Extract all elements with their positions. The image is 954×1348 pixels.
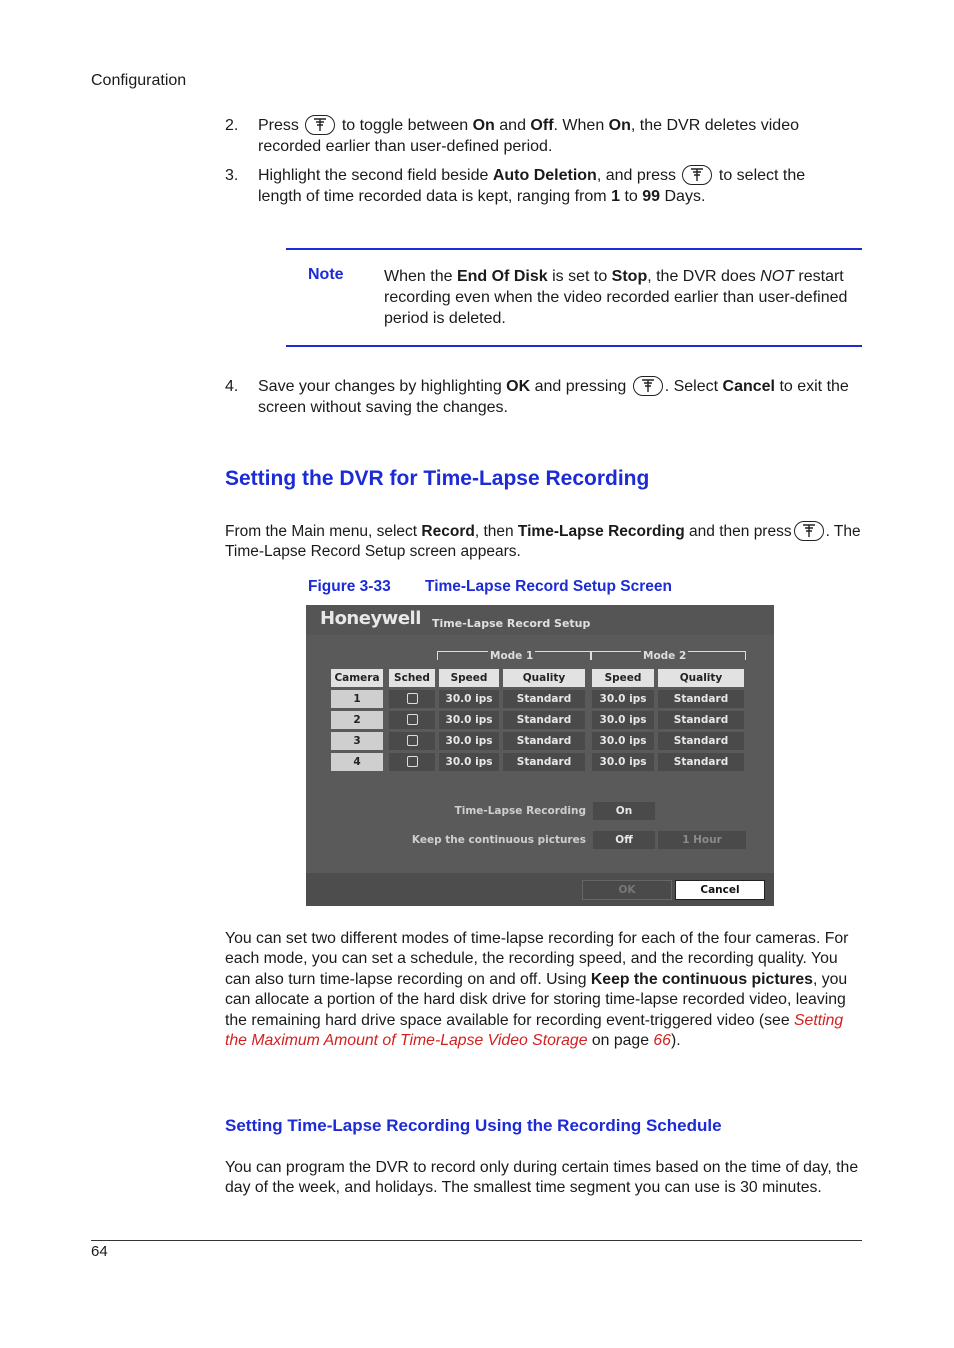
- checkbox-icon: [407, 735, 418, 746]
- honeywell-logo: Honeywell: [320, 608, 421, 629]
- step-number: 2.: [225, 117, 239, 134]
- intro-paragraph: From the Main menu, select Record, then Time-Lapse Recording and then press . The Time-Lapse Record Setup screen appears.: [225, 523, 861, 560]
- subheading: Setting Time-Lapse Recording Using the Recording Schedule: [225, 1116, 722, 1135]
- note-text: When the End Of Disk is set to Stop, the DVR does NOT restart recording even when the video recorded earlier than user-defined period is deleted.: [384, 268, 848, 327]
- mode1-label: Mode 1: [490, 650, 534, 662]
- step-4: [225, 376, 850, 418]
- enter-button-icon: [682, 165, 712, 185]
- col-quality-2: Quality: [658, 669, 744, 687]
- quality-cell[interactable]: Standard: [658, 732, 744, 750]
- speed-cell[interactable]: 30.0 ips: [592, 711, 654, 729]
- col-camera: Camera: [331, 669, 383, 687]
- note-label: Note: [308, 266, 344, 283]
- page-link[interactable]: 66: [653, 1032, 671, 1050]
- speed-cell[interactable]: 30.0 ips: [439, 711, 499, 729]
- note-top-rule: [286, 248, 862, 250]
- ok-button[interactable]: OK: [582, 880, 672, 900]
- step-3: [225, 165, 845, 207]
- enter-button-icon: [794, 521, 824, 541]
- section-heading: Setting the DVR for Time-Lapse Recording: [225, 467, 650, 490]
- footer-rule: [91, 1240, 862, 1241]
- keep-continuous-value[interactable]: Off: [593, 831, 655, 849]
- cross-reference-link[interactable]: Setting the Maximum Amount of Time-Lapse Video Storage: [225, 1011, 844, 1050]
- speed-cell[interactable]: 30.0 ips: [592, 732, 654, 750]
- camera-number[interactable]: 1: [331, 690, 383, 708]
- checkbox-icon: [407, 756, 418, 767]
- body-paragraph: You can set two different modes of time-lapse recording for each of the four cameras. For each mode, you can set a schedule, the recording speed, and the recording quality. You can also turn time-lapse recording on and off. Using Keep the continuous pictures, you can allocate a portion of the hard disk drive for storing time-lapse recorded video, leaving the remaining hard drive space available for recording event-triggered video (see Setting the Maximum Amount of Time-Lapse Video Storage on page 66).: [225, 930, 849, 1050]
- schedule-checkbox[interactable]: [389, 753, 435, 771]
- col-speed-1: Speed: [439, 669, 499, 687]
- enter-button-icon: [633, 376, 663, 396]
- schedule-checkbox[interactable]: [389, 732, 435, 750]
- schedule-checkbox[interactable]: [389, 711, 435, 729]
- keep-duration-value[interactable]: 1 Hour: [658, 831, 746, 849]
- step-2: [225, 115, 845, 157]
- time-lapse-setup-screenshot: [306, 605, 774, 906]
- figure-number: Figure 3-33: [308, 578, 391, 595]
- step-text: Press to toggle between On and Off. When On, the DVR deletes video recorded earlier than user-defined period.: [258, 117, 799, 155]
- checkbox-icon: [407, 693, 418, 704]
- quality-cell[interactable]: Standard: [658, 711, 744, 729]
- speed-cell[interactable]: 30.0 ips: [592, 690, 654, 708]
- quality-cell[interactable]: Standard: [658, 690, 744, 708]
- quality-cell[interactable]: Standard: [503, 753, 585, 771]
- checkbox-icon: [407, 714, 418, 725]
- sub-paragraph: You can program the DVR to record only during certain times based on the time of day, the day of the week, and holidays. The smallest time segment you can use is 30 minutes.: [225, 1159, 859, 1197]
- mode2-label: Mode 2: [643, 650, 687, 662]
- keep-continuous-label: Keep the continuous pictures: [411, 834, 586, 846]
- speed-cell[interactable]: 30.0 ips: [439, 732, 499, 750]
- note-bottom-rule: [286, 345, 862, 347]
- quality-cell[interactable]: Standard: [503, 732, 585, 750]
- screen-title: Time-Lapse Record Setup: [432, 617, 591, 630]
- quality-cell[interactable]: Standard: [503, 690, 585, 708]
- camera-number[interactable]: 3: [331, 732, 383, 750]
- figure-title: Time-Lapse Record Setup Screen: [425, 578, 672, 595]
- step-text: Save your changes by highlighting OK and pressing . Select Cancel to exit the screen without saving the changes.: [258, 378, 849, 416]
- cancel-button[interactable]: Cancel: [675, 880, 765, 900]
- col-sched: Sched: [389, 669, 435, 687]
- camera-number[interactable]: 2: [331, 711, 383, 729]
- time-lapse-recording-value[interactable]: On: [593, 802, 655, 820]
- quality-cell[interactable]: Standard: [658, 753, 744, 771]
- schedule-checkbox[interactable]: [389, 690, 435, 708]
- speed-cell[interactable]: 30.0 ips: [439, 690, 499, 708]
- col-quality-1: Quality: [503, 669, 585, 687]
- enter-button-icon: [305, 115, 335, 135]
- step-text: Highlight the second field beside Auto Deletion, and press to select the length of time recorded data is kept, ranging from 1 to 99 Days.: [258, 167, 806, 205]
- quality-cell[interactable]: Standard: [503, 711, 585, 729]
- time-lapse-recording-label: Time-Lapse Recording: [454, 805, 586, 817]
- step-number: 3.: [225, 167, 239, 184]
- step-number: 4.: [225, 378, 239, 395]
- page-number: 64: [91, 1243, 108, 1260]
- speed-cell[interactable]: 30.0 ips: [439, 753, 499, 771]
- running-header: Configuration: [91, 72, 187, 89]
- col-speed-2: Speed: [592, 669, 654, 687]
- speed-cell[interactable]: 30.0 ips: [592, 753, 654, 771]
- camera-number[interactable]: 4: [331, 753, 383, 771]
